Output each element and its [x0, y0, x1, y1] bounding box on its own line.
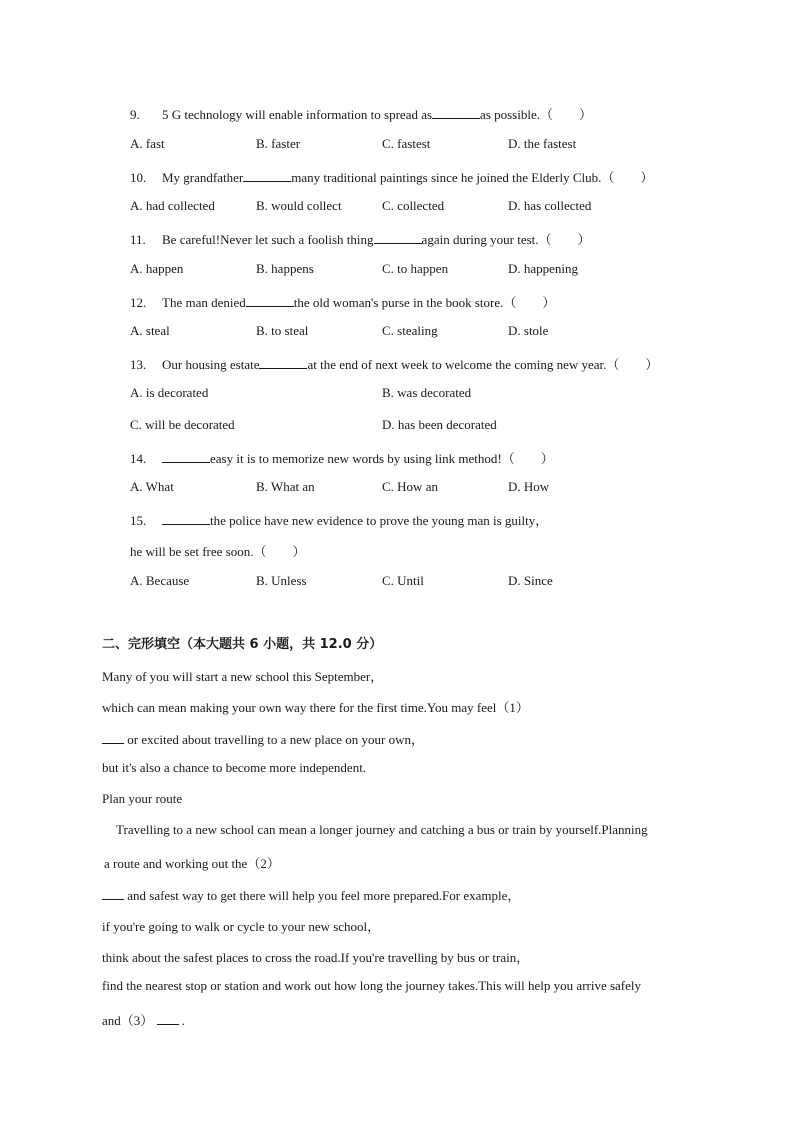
- option-c: C. How an: [382, 479, 438, 494]
- question-11: [130, 229, 591, 248]
- answer-blank: [162, 514, 210, 525]
- option-d: D. has been decorated: [382, 417, 497, 432]
- passage-subheading: Plan your route: [102, 791, 183, 806]
- question-number: 10.: [130, 170, 147, 185]
- question-text-pre: 5 G technology will enable information to spread as: [162, 107, 433, 122]
- question-12: [130, 292, 555, 311]
- section-title: 二、完形填空（本大题共 6 小题，共 12.0 分）: [102, 637, 383, 652]
- answer-blank: [246, 296, 294, 307]
- passage-line: think about the safest places to cross the road.If you're travelling by bus or train，: [102, 950, 530, 965]
- question-text-pre: Be careful!Never let such a foolish thing: [162, 232, 374, 247]
- option-a: A. is decorated: [130, 385, 209, 400]
- option-c: C. Until: [382, 573, 424, 588]
- passage-line: a route and working out the（2）: [104, 856, 280, 871]
- answer-blank: [162, 452, 210, 463]
- passage-line: Many of you will start a new school this September，: [102, 669, 384, 684]
- option-c: C. to happen: [382, 261, 449, 276]
- option-c: C. will be decorated: [130, 417, 235, 432]
- question-number: 13.: [130, 357, 147, 372]
- option-b: B. to steal: [256, 323, 309, 338]
- option-a: A. What: [130, 479, 174, 494]
- option-d: D. the fastest: [508, 136, 577, 151]
- question-15: [130, 510, 548, 529]
- option-c: C. fastest: [382, 136, 431, 151]
- passage-text: and（3）: [102, 1013, 154, 1028]
- question-text-post: many traditional paintings since he joined the Elderly Club.（ ）: [291, 170, 654, 185]
- option-d: D. Since: [508, 573, 553, 588]
- option-d: D. happening: [508, 261, 579, 276]
- passage-line: if you're going to walk or cycle to your new school，: [102, 919, 381, 934]
- passage-line: Travelling to a new school can mean a longer journey and catching a bus or train by yourself.Planning: [116, 822, 648, 837]
- question-text-post: easy it is to memorize new words by using link method!（ ）: [210, 451, 554, 466]
- option-a: A. Because: [130, 573, 190, 588]
- option-a: A. fast: [130, 136, 165, 151]
- passage-text: and safest way to get there will help you feel more prepared.For example，: [127, 888, 521, 903]
- question-text-pre: The man denied: [162, 295, 246, 310]
- answer-blank: [102, 889, 124, 900]
- option-d: D. stole: [508, 323, 549, 338]
- answer-blank: [259, 358, 307, 369]
- option-b: B. would collect: [256, 198, 342, 213]
- option-d: D. How: [508, 479, 550, 494]
- passage-text: or excited about travelling to a new place on your own，: [127, 732, 424, 747]
- question-number: 9.: [130, 107, 140, 122]
- option-a: A. happen: [130, 261, 184, 276]
- option-a: A. steal: [130, 323, 170, 338]
- option-b: B. was decorated: [382, 385, 472, 400]
- question-number: 12.: [130, 295, 147, 310]
- passage-line: [102, 885, 520, 904]
- passage-line: [102, 729, 424, 748]
- question-number: 14.: [130, 451, 147, 466]
- question-number: 15.: [130, 513, 147, 528]
- option-b: B. What an: [256, 479, 315, 494]
- passage-line: which can mean making your own way there for the first time.You may feel（1）: [102, 700, 529, 715]
- question-9: [130, 104, 592, 123]
- question-text-post: at the end of next week to welcome the coming new year.（ ）: [307, 357, 659, 372]
- passage-line: find the nearest stop or station and work out how long the journey takes.This will help you arrive safely: [102, 978, 642, 993]
- passage-line: [102, 1010, 185, 1029]
- question-15-continued: he will be set free soon.（ ）: [130, 544, 306, 559]
- question-number: 11.: [130, 232, 146, 247]
- question-text-post: the police have new evidence to prove the young man is guilty，: [210, 513, 549, 528]
- question-text-post: the old woman's purse in the book store.（ ）: [293, 295, 556, 310]
- answer-blank: [157, 1014, 179, 1025]
- answer-blank: [432, 108, 480, 119]
- option-b: B. faster: [256, 136, 301, 151]
- question-text-post: again during your test.（ ）: [421, 232, 591, 247]
- answer-blank: [374, 233, 422, 244]
- answer-blank: [102, 733, 124, 744]
- question-text-post: as possible.（ ）: [480, 107, 592, 122]
- question-text-pre: My grandfather: [162, 170, 244, 185]
- option-b: B. happens: [256, 261, 314, 276]
- answer-blank: [243, 171, 291, 182]
- question-10: [130, 167, 653, 186]
- question-14: [130, 448, 554, 467]
- option-b: B. Unless: [256, 573, 307, 588]
- option-c: C. collected: [382, 198, 445, 213]
- question-13: [130, 354, 658, 373]
- passage-text: .: [181, 1013, 186, 1028]
- option-c: C. stealing: [382, 323, 438, 338]
- option-d: D. has collected: [508, 198, 592, 213]
- question-text-pre: Our housing estate: [162, 357, 260, 372]
- passage-line: but it's also a chance to become more independent.: [102, 760, 367, 775]
- option-a: A. had collected: [130, 198, 215, 213]
